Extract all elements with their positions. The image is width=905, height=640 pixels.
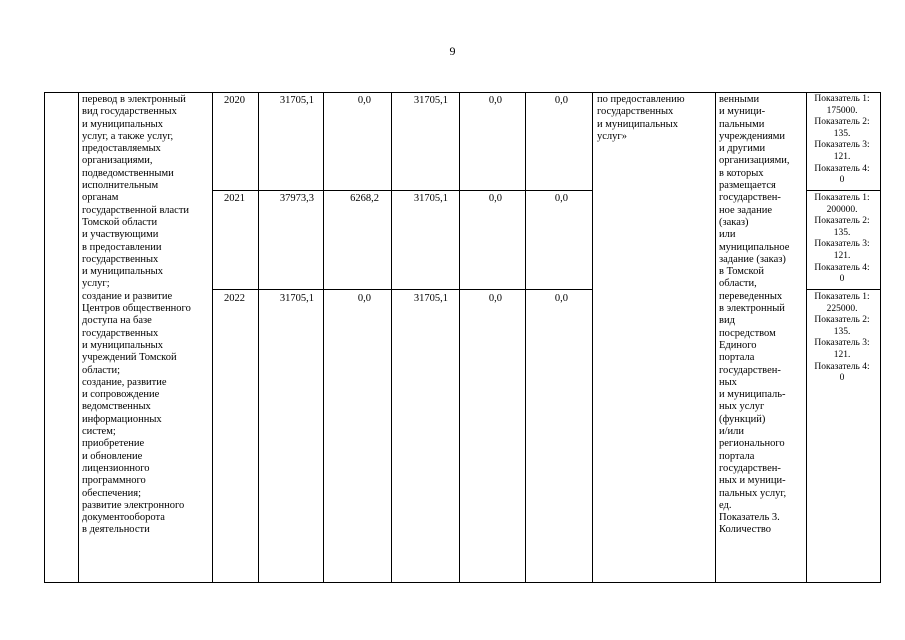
- extra-cell: 0,0: [554, 293, 568, 304]
- column-border: [212, 92, 213, 583]
- page-number: 9: [449, 44, 456, 58]
- total-cell: 31705,1: [279, 293, 314, 304]
- column-border: [323, 92, 324, 583]
- column-border: [78, 92, 79, 583]
- row-separator: [806, 289, 881, 290]
- row-separator: [212, 289, 592, 290]
- extra-cell: 0,0: [554, 95, 568, 106]
- year-cell: 2020: [224, 95, 245, 106]
- local-cell: 0,0: [488, 293, 502, 304]
- table-bottom-border: [44, 582, 881, 583]
- column-border: [880, 92, 881, 583]
- row-separator: [212, 190, 592, 191]
- federal-cell: 0,0: [357, 95, 371, 106]
- indicator-values-2022: Показатель 1: 225000. Показатель 2: 135. Показатель 3: 121. Показатель 4: 0: [814, 292, 870, 384]
- federal-cell: 0,0: [357, 293, 371, 304]
- column-border: [592, 92, 593, 583]
- local-cell: 0,0: [488, 95, 502, 106]
- extra-cell: 0,0: [554, 193, 568, 204]
- column-border: [44, 92, 45, 583]
- column-border: [258, 92, 259, 583]
- indicator-values-2020: Показатель 1: 175000. Показатель 2: 135. Показатель 3: 121. Показатель 4: 0: [814, 94, 870, 186]
- table-top-border: [44, 92, 881, 93]
- column-border: [525, 92, 526, 583]
- column-border: [715, 92, 716, 583]
- activity-description: перевод в электронный вид государственных и муниципальных услуг, а также услуг, предоставляемых организациями, подведомственными исполнительным органам государственной власти Томской области и участвующими в предоставлении государственных и муниципальных услуг; создание и развитие Центров общественного доступа на базе государственных и муниципальных учреждений Томской области; создание, развитие и сопровождение ведомственных информационных систем; приобретение и обновление лицензионного программного обеспечения; развитие электронного документооборота в деятельности: [82, 94, 191, 536]
- total-cell: 37973,3: [279, 193, 314, 204]
- row-separator: [806, 190, 881, 191]
- column-border: [459, 92, 460, 583]
- federal-cell: 6268,2: [350, 193, 379, 204]
- indicator-description: венными и муници- пальными учреждениями и другими организациями, в которых размещается государствен- ное задание (заказ) или муниципальное задание (заказ) в Томской области, переведенных в электронный вид посредством Единого портала государствен- ных и муниципаль- ных услуг (функций) и/или регионального портала государствен- ных и муници- пальных услуг, ед. Показатель 3. Количество: [719, 94, 790, 536]
- total-cell: 31705,1: [279, 95, 314, 106]
- column-border: [391, 92, 392, 583]
- regional-cell: 31705,1: [413, 293, 448, 304]
- indicator-values-2021: Показатель 1: 200000. Показатель 2: 135. Показатель 3: 121. Показатель 4: 0: [814, 193, 870, 285]
- year-cell: 2022: [224, 293, 245, 304]
- result-description: по предоставлению государственных и муниципальных услуг»: [597, 94, 685, 142]
- regional-cell: 31705,1: [413, 193, 448, 204]
- regional-cell: 31705,1: [413, 95, 448, 106]
- year-cell: 2021: [224, 193, 245, 204]
- local-cell: 0,0: [488, 193, 502, 204]
